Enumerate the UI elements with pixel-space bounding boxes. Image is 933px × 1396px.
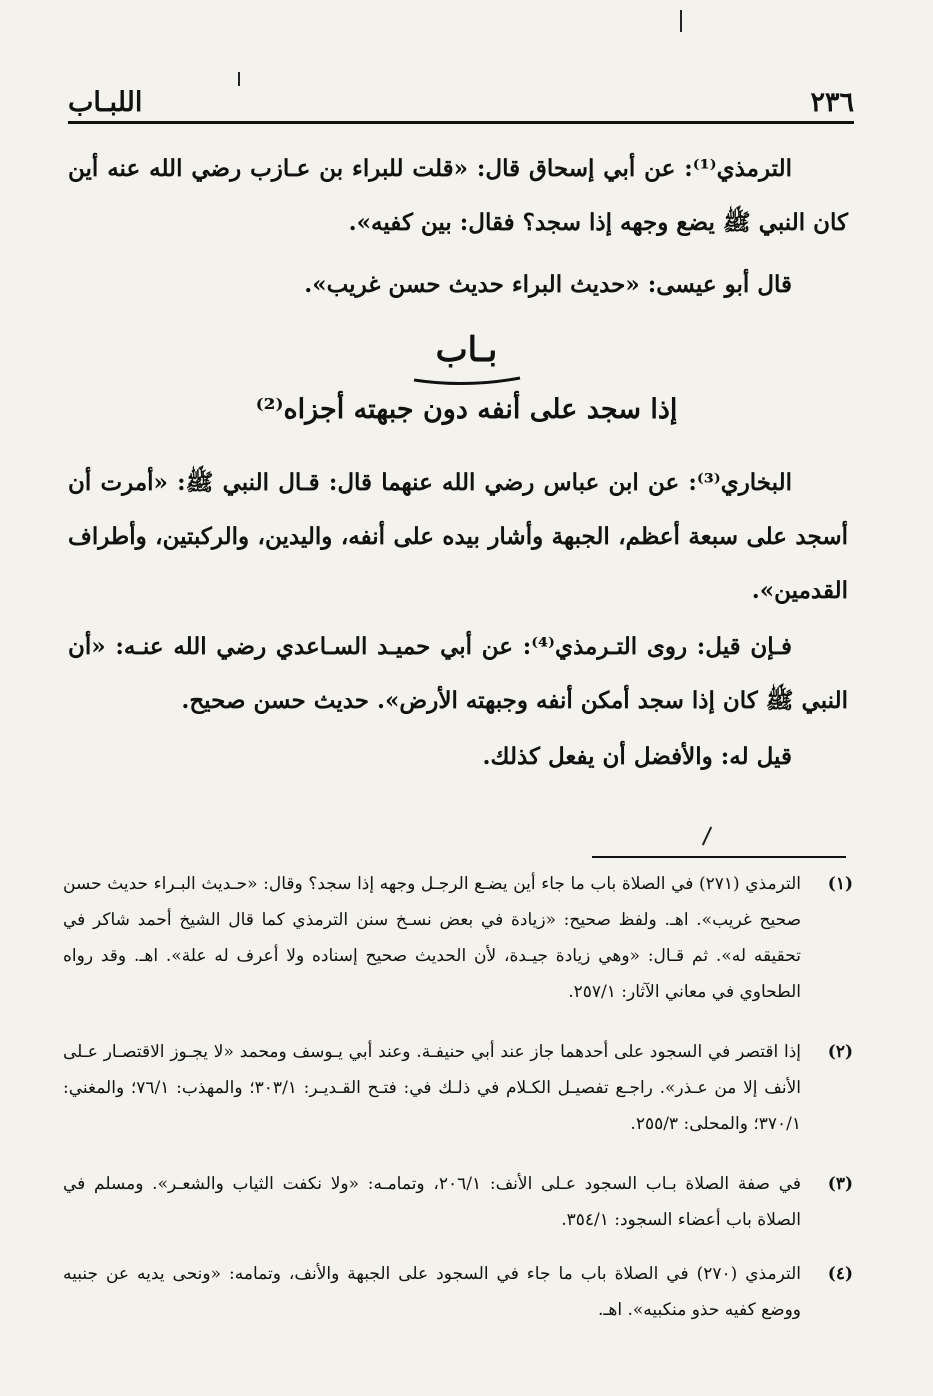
scan-mark	[238, 72, 240, 86]
footnote-number: (٣)	[827, 1174, 853, 1194]
footnote-number: (١)	[827, 874, 853, 894]
page-header	[68, 78, 854, 118]
paragraph-objection: فـإن قيل: روى التـرمذي⁽⁴⁾: عن أبي حميـد السـاعدي رضي الله عنـه: «أن النبي ﷺ كان إذا سجد أمكن أنفه وجبهته الأرض». حديث حسن صحيح.	[68, 633, 848, 714]
footnote-text: الترمذي (٢٧٠) في الصلاة باب ما جاء في السجود على الجبهة والأنف، وتمامه: «ونحى يديه عن جنبيه ووضع كفيه حذو منكبيه». اهـ.	[63, 1264, 801, 1320]
paragraph-bukhari: البخاري⁽³⁾: عن ابن عباس رضي الله عنهما قال: قـال النبي ﷺ: «أمرت أن أسجد على سبعة أعظم، الجبهة وأشار بيده على أنفه، واليدين، والركبتين، وأطراف القدمين».	[68, 469, 848, 604]
chapter-ornament	[412, 372, 522, 386]
footnote-4	[63, 1256, 853, 1328]
chapter-heading: بـاب	[435, 330, 498, 370]
footnote-number: (٤)	[827, 1264, 853, 1284]
paragraph-reply: قيل له: والأفضل أن يفعل كذلك.	[482, 743, 792, 770]
footnote-2	[63, 1034, 853, 1142]
footnote-number: (٢)	[827, 1042, 853, 1062]
scan-mark	[702, 827, 712, 846]
footnote-text: إذا اقتصر في السجود على أحدهما جاز عند أبي حنيفـة. وعند أبي يـوسف ومحمد «لا يجـوز الاقتصـار عـلى الأنف إلا من عـذر». راجـع تفصيـل الكـلام في ذلـك في: فتـح القـديـر: ٣٠٣/١؛ والمهذب: ٧٦/١؛ والمغني: ٣٧٠/١؛ والمحلى: ٢٥٥/٣.	[63, 1042, 801, 1134]
running-title: اللبـاب	[68, 87, 143, 118]
footnote-text: في صفة الصلاة بـاب السجود عـلى الأنف: ٢٠٦/١، وتمامـه: «ولا نكفت الثياب والشعـر». ومسلم في الصلاة باب أعضاء السجود: ٣٥٤/١.	[63, 1174, 802, 1230]
footnote-1	[63, 866, 853, 1010]
paragraph-tirmidhi-bara: الترمذي⁽¹⁾: عن أبي إسحاق قال: «قلت للبراء بن عـازب رضي الله عنه أين كان النبي ﷺ يضع وجهه إذا سجد؟ فقال: بين كفيه».	[68, 155, 848, 236]
chapter-subtitle: إذا سجد على أنفه دون جبهته أجزاه⁽²⁾	[255, 394, 678, 425]
footnote-rule	[592, 856, 846, 858]
scan-mark	[680, 10, 682, 32]
page-number: ٢٣٦	[810, 87, 854, 118]
footnote-3	[63, 1166, 853, 1238]
header-rule	[68, 121, 854, 124]
paragraph-abu-isa: قال أبو عيسى: «حديث البراء حديث حسن غريب».	[304, 271, 792, 298]
footnote-text: الترمذي (٢٧١) في الصلاة باب ما جاء أين يضـع الرجـل وجهه إذا سجد؟ وقال: «حـديث البـراء حديث حسن صحيح غريب». اهـ. ولفظ صحيح: «زيادة في بعض نسـخ سنن الترمذي كما قال الشيخ أحمد شاكر في تحقيقه له». ثم قـال: «وهي زيادة جيـدة، لأن الحديث صحيح إسناده ولا أعرف له علة». اهـ. وقد رواه الطحاوي في معاني الآثار: ٢٥٧/١.	[63, 874, 801, 1002]
